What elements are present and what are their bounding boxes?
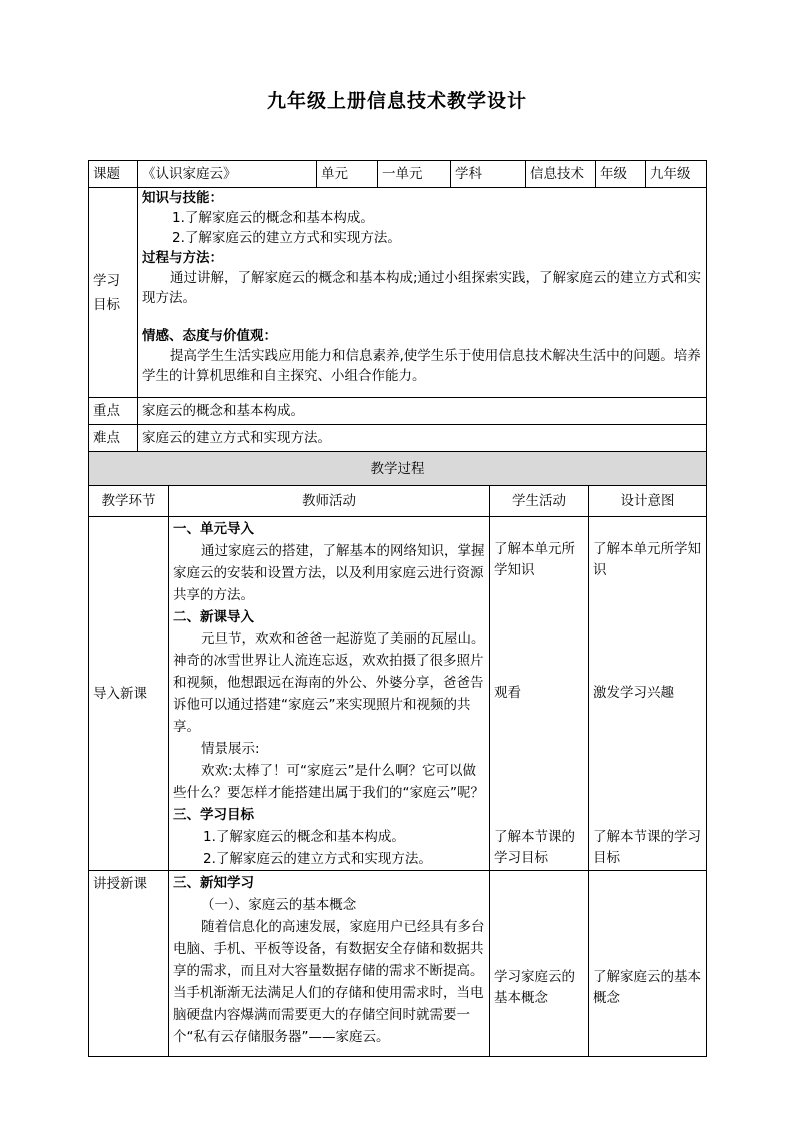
header-intent: 设计意图	[589, 486, 707, 517]
difficulty-row	[89, 425, 707, 452]
intro-heading-3: 三、学习目标	[173, 807, 254, 823]
stage-lecture-intent	[589, 871, 707, 1057]
subject-label: 学科	[451, 161, 526, 188]
header-student: 学生活动	[490, 486, 589, 517]
intro-paragraph-4: 欢欢:太棒了！可“家庭云”是什么啊？它可以做些什么？要怎样才能搭建出属于我们的“家庭云”呢？	[173, 763, 484, 801]
knowledge-item-1: 1.了解家庭云的概念和基本构成。	[172, 210, 374, 226]
intro-paragraph-2: 元旦节，欢欢和爸爸一起游览了美丽的瓦屋山。神奇的冰雪世界让人流连忘返，欢欢拍摄了很多照片和视频，他想跟远在海南的外公、外婆分享，爸爸告诉他可以通过搭建“家庭云”来实现照片和视频的共享。	[173, 631, 485, 735]
difficulty-label: 难点	[89, 425, 138, 452]
emotion-text: 提高学生生活实践应用能力和信息素养,使学生乐于使用信息技术解决生活中的问题。培养学生的计算机思维和自主探究、小组合作能力。	[142, 348, 701, 384]
intro-intent-3: 了解本节课的学习目标	[593, 829, 701, 866]
process-section-title: 教学过程	[89, 452, 707, 486]
emotion-heading: 情感、态度与价值观：	[142, 328, 277, 344]
grade-value: 九年级	[646, 161, 707, 188]
grade-label: 年级	[596, 161, 646, 188]
stage-lecture-label: 讲授新课	[89, 871, 169, 1057]
unit-label: 单元	[317, 161, 378, 188]
lecture-student: 学习家庭云的基本概念	[494, 969, 575, 1006]
stage-lecture-teacher	[169, 871, 490, 1057]
info-row	[89, 161, 707, 188]
stage-lecture-row	[89, 871, 707, 1057]
topic-label: 课题	[89, 161, 138, 188]
stage-intro-label: 导入新课	[89, 517, 169, 871]
intro-student-1: 了解本单元所学知识	[494, 541, 575, 578]
knowledge-heading: 知识与技能：	[142, 190, 223, 206]
knowledge-item-2: 2.了解家庭云的建立方式和实现方法。	[172, 230, 401, 246]
intro-goal-1: 1.了解家庭云的概念和基本构成。	[203, 829, 405, 845]
intro-paragraph-1: 通过家庭云的搭建，了解基本的网络知识，掌握家庭云的安装和设置方法，以及利用家庭云进行资源共享的方法。	[173, 543, 485, 603]
lesson-info-table	[88, 160, 707, 452]
stage-intro-row	[89, 517, 707, 871]
intro-intent-2: 激发学习兴趣	[593, 685, 674, 701]
difficulty-value: 家庭云的建立方式和实现方法。	[138, 425, 707, 452]
lecture-intent: 了解家庭云的基本概念	[593, 969, 701, 1006]
unit-value: 一单元	[378, 161, 451, 188]
intro-goal-2: 2.了解家庭云的建立方式和实现方法。	[203, 851, 432, 867]
objectives-label: 学习目标	[89, 188, 138, 398]
subject-value: 信息技术	[526, 161, 596, 188]
stage-intro-teacher	[169, 517, 490, 871]
stage-intro-intent	[589, 517, 707, 871]
header-teacher: 教师活动	[169, 486, 490, 517]
key-point-row	[89, 398, 707, 425]
process-section-row	[89, 452, 707, 486]
objectives-row	[89, 188, 707, 398]
key-point-label: 重点	[89, 398, 138, 425]
key-point-value: 家庭云的概念和基本构成。	[138, 398, 707, 425]
stage-lecture-student	[490, 871, 589, 1057]
process-text: 通过讲解，了解家庭云的概念和基本构成;通过小组探索实践，了解家庭云的建立方式和实现方法。	[142, 270, 702, 306]
stage-intro-student	[490, 517, 589, 871]
lecture-subheading: （一）、家庭云的基本概念	[201, 897, 357, 913]
intro-student-3: 了解本节课的学习目标	[494, 829, 575, 866]
document-title: 九年级上册信息技术教学设计	[266, 90, 527, 112]
intro-paragraph-3: 情景展示:	[201, 741, 260, 757]
lecture-paragraph: 随着信息化的高速发展，家庭用户已经具有多台电脑、手机、平板等设备，有数据安全存储和数据共享的需求，而且对大容量数据存储的需求不断提高。当手机渐渐无法满足人们的存储和使用需求时，当电脑硬盘内容爆满而需要更大的存储空间时就需要一个“私有云存储服务器”——家庭云。	[173, 919, 485, 1045]
intro-student-2: 观看	[494, 685, 521, 701]
lecture-heading: 三、新知学习	[173, 875, 254, 891]
topic-value: 《认识家庭云》	[138, 161, 317, 188]
objectives-content	[138, 188, 707, 398]
process-heading: 过程与方法：	[142, 250, 223, 266]
intro-intent-1: 了解本单元所学知识	[593, 541, 701, 578]
process-header-row	[89, 486, 707, 517]
intro-heading-1: 一、单元导入	[173, 521, 254, 537]
header-stage: 教学环节	[89, 486, 169, 517]
teaching-process-table	[88, 451, 707, 1057]
intro-heading-2: 二、新课导入	[173, 609, 254, 625]
